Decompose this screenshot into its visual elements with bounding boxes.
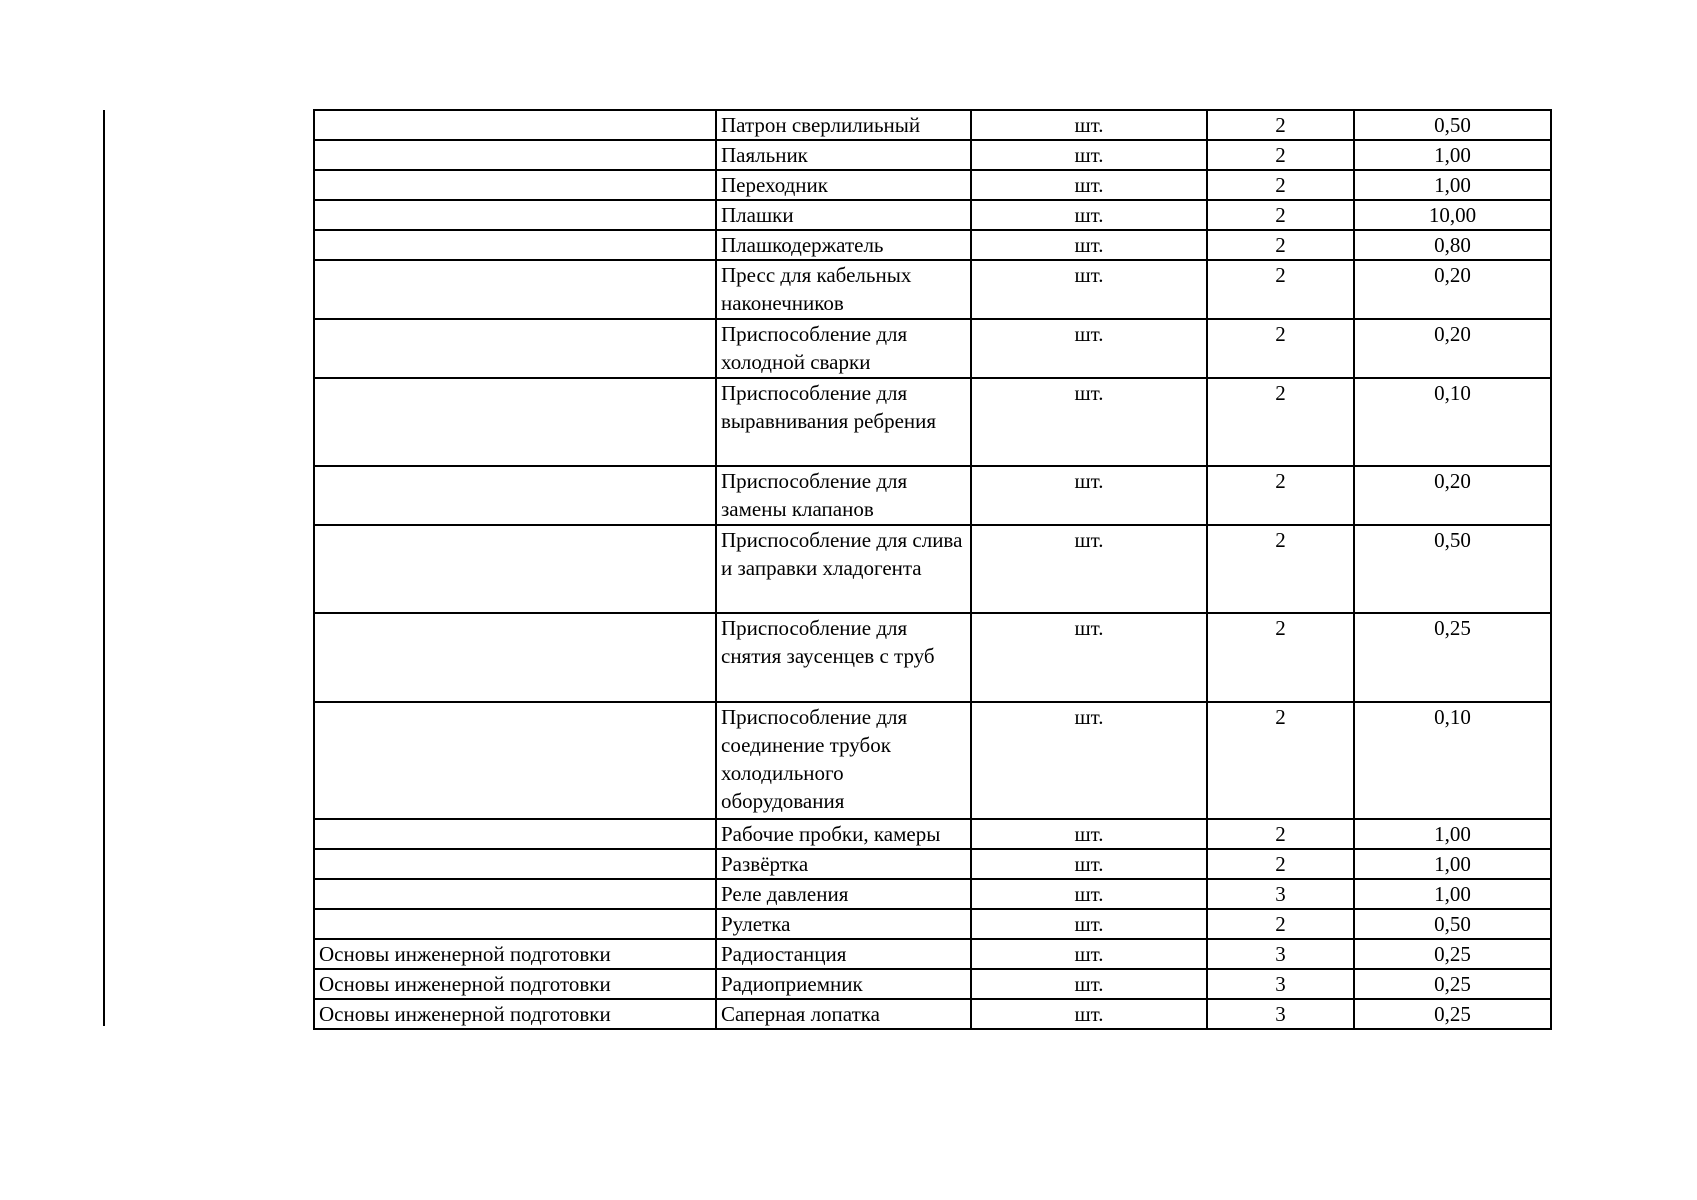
table-row bbox=[314, 939, 1551, 969]
unit-cell: шт. bbox=[971, 110, 1207, 140]
subject-cell bbox=[314, 319, 716, 378]
item-name-cell: Приспособление для слива и заправки хладогента bbox=[716, 525, 971, 613]
table-row bbox=[314, 110, 1551, 140]
unit-cell: шт. bbox=[971, 613, 1207, 702]
subject-cell bbox=[314, 909, 716, 939]
quantity-cell: 2 bbox=[1207, 230, 1354, 260]
item-name-cell: Саперная лопатка bbox=[716, 999, 971, 1029]
table-row bbox=[314, 230, 1551, 260]
unit-cell: шт. bbox=[971, 909, 1207, 939]
table-row bbox=[314, 200, 1551, 230]
item-name-cell: Пресс для кабельных наконечников bbox=[716, 260, 971, 319]
value-cell: 1,00 bbox=[1354, 879, 1551, 909]
subject-cell bbox=[314, 613, 716, 702]
unit-cell: шт. bbox=[971, 939, 1207, 969]
subject-cell bbox=[314, 702, 716, 819]
quantity-cell: 2 bbox=[1207, 260, 1354, 319]
item-name-cell: Приспособление для соединение трубок холодильного оборудования bbox=[716, 702, 971, 819]
unit-cell: шт. bbox=[971, 378, 1207, 466]
unit-cell: шт. bbox=[971, 200, 1207, 230]
subject-cell: Основы инженерной подготовки bbox=[314, 939, 716, 969]
subject-cell bbox=[314, 466, 716, 525]
quantity-cell: 2 bbox=[1207, 378, 1354, 466]
value-cell: 0,20 bbox=[1354, 319, 1551, 378]
item-name-cell: Переходник bbox=[716, 170, 971, 200]
item-name-cell: Плашкодержатель bbox=[716, 230, 971, 260]
quantity-cell: 2 bbox=[1207, 613, 1354, 702]
table-row bbox=[314, 849, 1551, 879]
item-name-cell: Приспособление для снятия заусенцев с труб bbox=[716, 613, 971, 702]
quantity-cell: 2 bbox=[1207, 140, 1354, 170]
quantity-cell: 2 bbox=[1207, 466, 1354, 525]
equipment-table-body bbox=[314, 110, 1551, 1029]
quantity-cell: 2 bbox=[1207, 170, 1354, 200]
table-row bbox=[314, 466, 1551, 525]
unit-cell: шт. bbox=[971, 466, 1207, 525]
value-cell: 1,00 bbox=[1354, 819, 1551, 849]
value-cell: 0,25 bbox=[1354, 939, 1551, 969]
quantity-cell: 3 bbox=[1207, 879, 1354, 909]
subject-cell bbox=[314, 378, 716, 466]
subject-cell bbox=[314, 200, 716, 230]
unit-cell: шт. bbox=[971, 230, 1207, 260]
unit-cell: шт. bbox=[971, 819, 1207, 849]
item-name-cell: Радиостанция bbox=[716, 939, 971, 969]
value-cell: 10,00 bbox=[1354, 200, 1551, 230]
table-row bbox=[314, 260, 1551, 319]
item-name-cell: Патрон сверлилиьный bbox=[716, 110, 971, 140]
item-name-cell: Развёртка bbox=[716, 849, 971, 879]
item-name-cell: Плашки bbox=[716, 200, 971, 230]
table-row bbox=[314, 879, 1551, 909]
subject-cell bbox=[314, 879, 716, 909]
value-cell: 0,80 bbox=[1354, 230, 1551, 260]
quantity-cell: 2 bbox=[1207, 110, 1354, 140]
quantity-cell: 2 bbox=[1207, 319, 1354, 378]
left-border-line bbox=[103, 110, 105, 1026]
unit-cell: шт. bbox=[971, 260, 1207, 319]
subject-cell bbox=[314, 170, 716, 200]
unit-cell: шт. bbox=[971, 999, 1207, 1029]
quantity-cell: 2 bbox=[1207, 200, 1354, 230]
subject-cell: Основы инженерной подготовки bbox=[314, 969, 716, 999]
value-cell: 0,20 bbox=[1354, 260, 1551, 319]
subject-cell bbox=[314, 260, 716, 319]
table-row bbox=[314, 702, 1551, 819]
subject-cell bbox=[314, 230, 716, 260]
table-row bbox=[314, 170, 1551, 200]
subject-cell bbox=[314, 140, 716, 170]
table-row bbox=[314, 525, 1551, 613]
unit-cell: шт. bbox=[971, 702, 1207, 819]
item-name-cell: Приспособление для холодной сварки bbox=[716, 319, 971, 378]
value-cell: 0,25 bbox=[1354, 999, 1551, 1029]
value-cell: 0,20 bbox=[1354, 466, 1551, 525]
item-name-cell: Паяльник bbox=[716, 140, 971, 170]
equipment-table bbox=[313, 109, 1552, 1030]
subject-cell bbox=[314, 819, 716, 849]
quantity-cell: 2 bbox=[1207, 702, 1354, 819]
quantity-cell: 2 bbox=[1207, 819, 1354, 849]
quantity-cell: 3 bbox=[1207, 939, 1354, 969]
value-cell: 0,50 bbox=[1354, 110, 1551, 140]
table-row bbox=[314, 378, 1551, 466]
item-name-cell: Рулетка bbox=[716, 909, 971, 939]
table-row bbox=[314, 319, 1551, 378]
quantity-cell: 2 bbox=[1207, 849, 1354, 879]
subject-cell bbox=[314, 110, 716, 140]
item-name-cell: Реле давления bbox=[716, 879, 971, 909]
unit-cell: шт. bbox=[971, 525, 1207, 613]
table-row bbox=[314, 819, 1551, 849]
table-row bbox=[314, 140, 1551, 170]
subject-cell bbox=[314, 525, 716, 613]
value-cell: 0,25 bbox=[1354, 613, 1551, 702]
subject-cell: Основы инженерной подготовки bbox=[314, 999, 716, 1029]
unit-cell: шт. bbox=[971, 879, 1207, 909]
unit-cell: шт. bbox=[971, 319, 1207, 378]
value-cell: 0,50 bbox=[1354, 909, 1551, 939]
item-name-cell: Рабочие пробки, камеры bbox=[716, 819, 971, 849]
quantity-cell: 2 bbox=[1207, 909, 1354, 939]
table-row bbox=[314, 613, 1551, 702]
value-cell: 1,00 bbox=[1354, 170, 1551, 200]
value-cell: 1,00 bbox=[1354, 140, 1551, 170]
value-cell: 1,00 bbox=[1354, 849, 1551, 879]
value-cell: 0,25 bbox=[1354, 969, 1551, 999]
quantity-cell: 3 bbox=[1207, 969, 1354, 999]
subject-cell bbox=[314, 849, 716, 879]
table-row bbox=[314, 909, 1551, 939]
unit-cell: шт. bbox=[971, 170, 1207, 200]
item-name-cell: Приспособление для выравнивания ребрения bbox=[716, 378, 971, 466]
table-row bbox=[314, 999, 1551, 1029]
quantity-cell: 3 bbox=[1207, 999, 1354, 1029]
item-name-cell: Радиоприемник bbox=[716, 969, 971, 999]
quantity-cell: 2 bbox=[1207, 525, 1354, 613]
unit-cell: шт. bbox=[971, 969, 1207, 999]
table-row bbox=[314, 969, 1551, 999]
item-name-cell: Приспособление для замены клапанов bbox=[716, 466, 971, 525]
value-cell: 0,50 bbox=[1354, 525, 1551, 613]
value-cell: 0,10 bbox=[1354, 378, 1551, 466]
unit-cell: шт. bbox=[971, 849, 1207, 879]
unit-cell: шт. bbox=[971, 140, 1207, 170]
value-cell: 0,10 bbox=[1354, 702, 1551, 819]
